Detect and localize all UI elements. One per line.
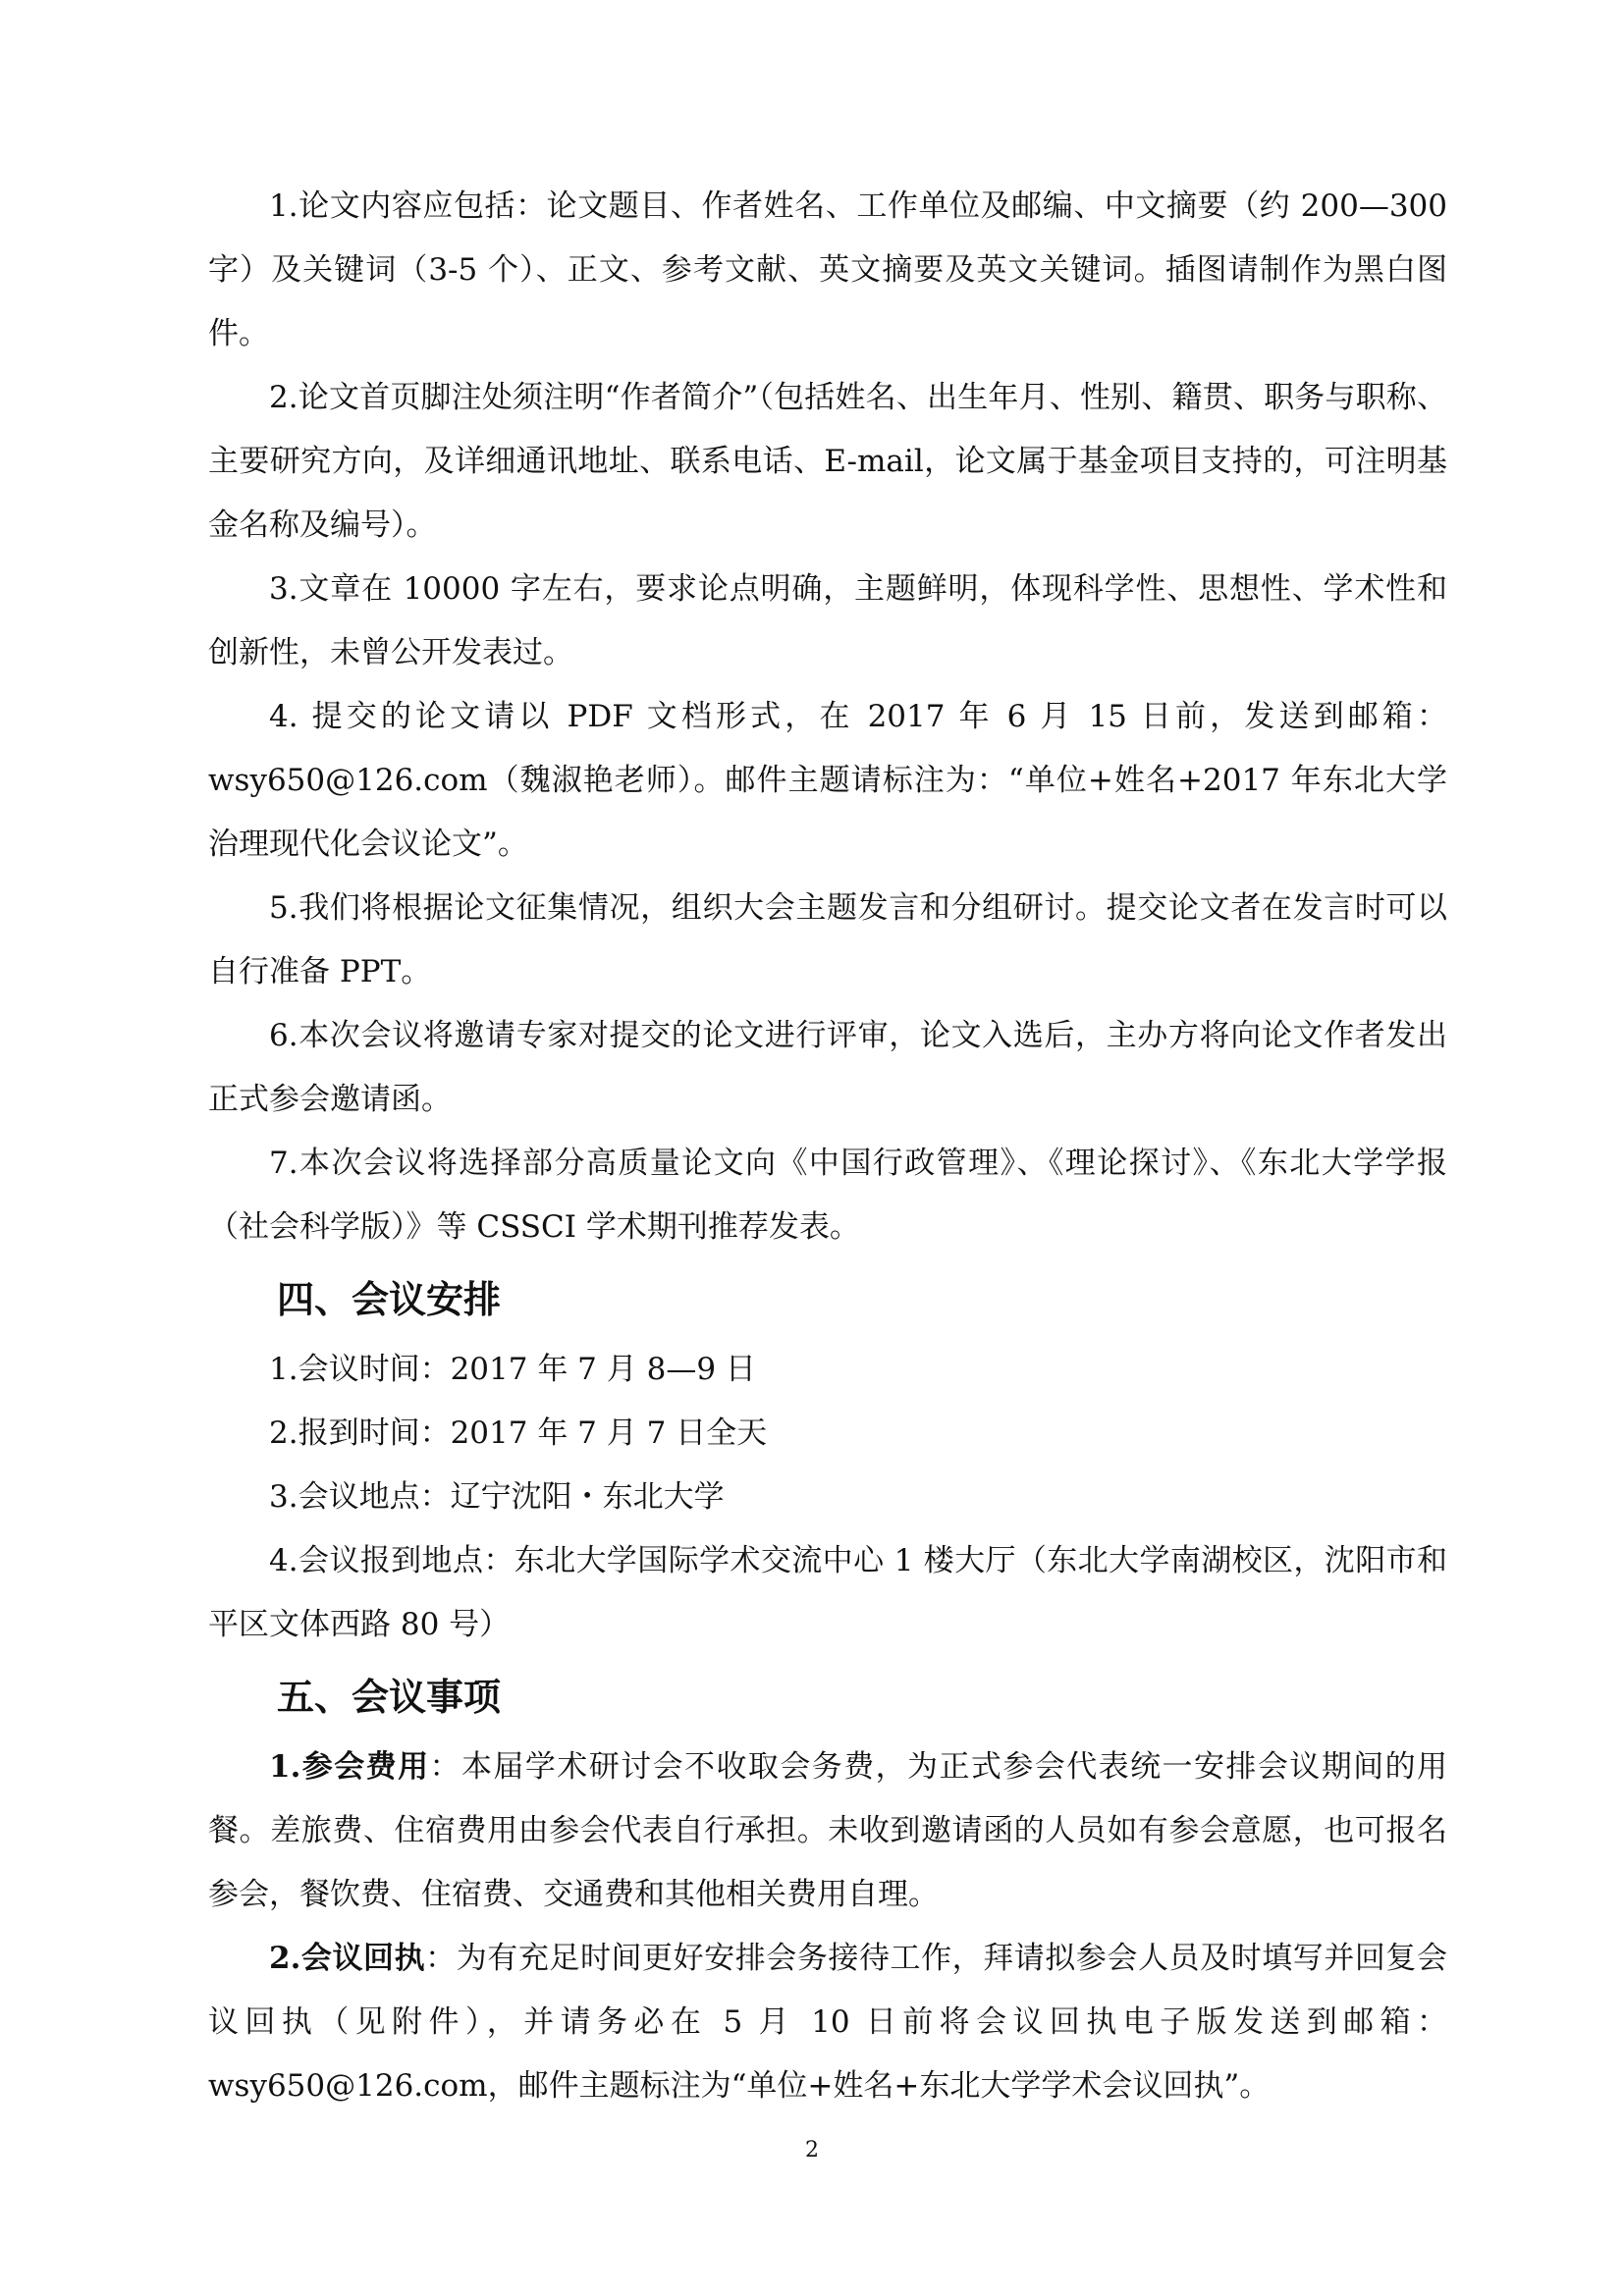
page-content — [208, 175, 1447, 2118]
arrangement-checkin-time: 2.报到时间：2017 年 7 月 7 日全天 — [269, 1415, 768, 1451]
arrangement-checkin-venue: 4.会议报到地点：东北大学国际学术交流中心 1 楼大厅（东北大学南湖校区，沈阳市和平区文体西路 80 号） — [208, 1543, 1447, 1642]
note-paragraph-3: 3.文章在 10000 字左右，要求论点明确，主题鲜明，体现科学性、思想性、学术性和创新性，未曾公开发表过。 — [208, 571, 1447, 670]
page-number: 2 — [805, 2138, 819, 2163]
matter-receipt-text: ：为有充足时间更好安排会务接待工作，拜请拟参会人员及时填写并回复会议回执（见附件），并请务必在 5 月 10 日前将会议回执电子版发送到邮箱：wsy650@126.com，邮件主题标注为“单位+姓名+东北大学学术会议回执”。 — [208, 1941, 1447, 2104]
matter-receipt-lead: 2.会议回执 — [269, 1941, 426, 1976]
note-paragraph-6: 6.本次会议将邀请专家对提交的论文进行评审，论文入选后，主办方将向论文作者发出正式参会邀请函。 — [208, 1018, 1447, 1117]
note-paragraph-5: 5.我们将根据论文征集情况，组织大会主题发言和分组研讨。提交论文者在发言时可以自行准备 PPT。 — [208, 890, 1447, 989]
note-paragraph-1: 1.论文内容应包括：论文题目、作者姓名、工作单位及邮编、中文摘要（约 200—300 字）及关键词（3-5 个）、正文、参考文献、英文摘要及英文关键词。插图请制作为黑白图件。 — [208, 188, 1447, 351]
note-paragraph-2: 2.论文首页脚注处须注明“作者简介”（包括姓名、出生年月、性别、籍贯、职务与职称、主要研究方向，及详细通讯地址、联系电话、E-mail，论文属于基金项目支持的，可注明基金名称及编号）。 — [208, 380, 1447, 543]
arrangement-venue: 3.会议地点：辽宁沈阳・东北大学 — [269, 1479, 725, 1515]
matter-fees-text: ：本届学术研讨会不收取会务费，为正式参会代表统一安排会议期间的用餐。差旅费、住宿费用由参会代表自行承担。未收到邀请函的人员如有参会意愿，也可报名参会，餐饮费、住宿费、交通费和其他相关费用自理。 — [208, 1749, 1447, 1912]
matter-fees-lead: 1.参会费用 — [269, 1749, 430, 1785]
matter-receipt — [208, 1927, 1447, 2118]
arrangement-time: 1.会议时间：2017 年 7 月 8—9 日 — [269, 1352, 756, 1387]
note-paragraph-7: 7.本次会议将选择部分高质量论文向《中国行政管理》、《理论探讨》、《东北大学学报（社会科学版）》等 CSSCI 学术期刊推荐发表。 — [208, 1146, 1447, 1245]
section-heading-arrangements: 四、会议安排 — [277, 1278, 502, 1321]
note-paragraph-4: 4. 提交的论文请以 PDF 文档形式，在 2017 年 6 月 15 日前，发送到邮箱：wsy650@126.com（魏淑艳老师）。邮件主题请标注为：“单位+姓名+2017 年东北大学治理现代化会议论文”。 — [208, 699, 1447, 862]
matter-fees — [208, 1735, 1447, 1927]
section-heading-matters: 五、会议事项 — [277, 1676, 502, 1719]
